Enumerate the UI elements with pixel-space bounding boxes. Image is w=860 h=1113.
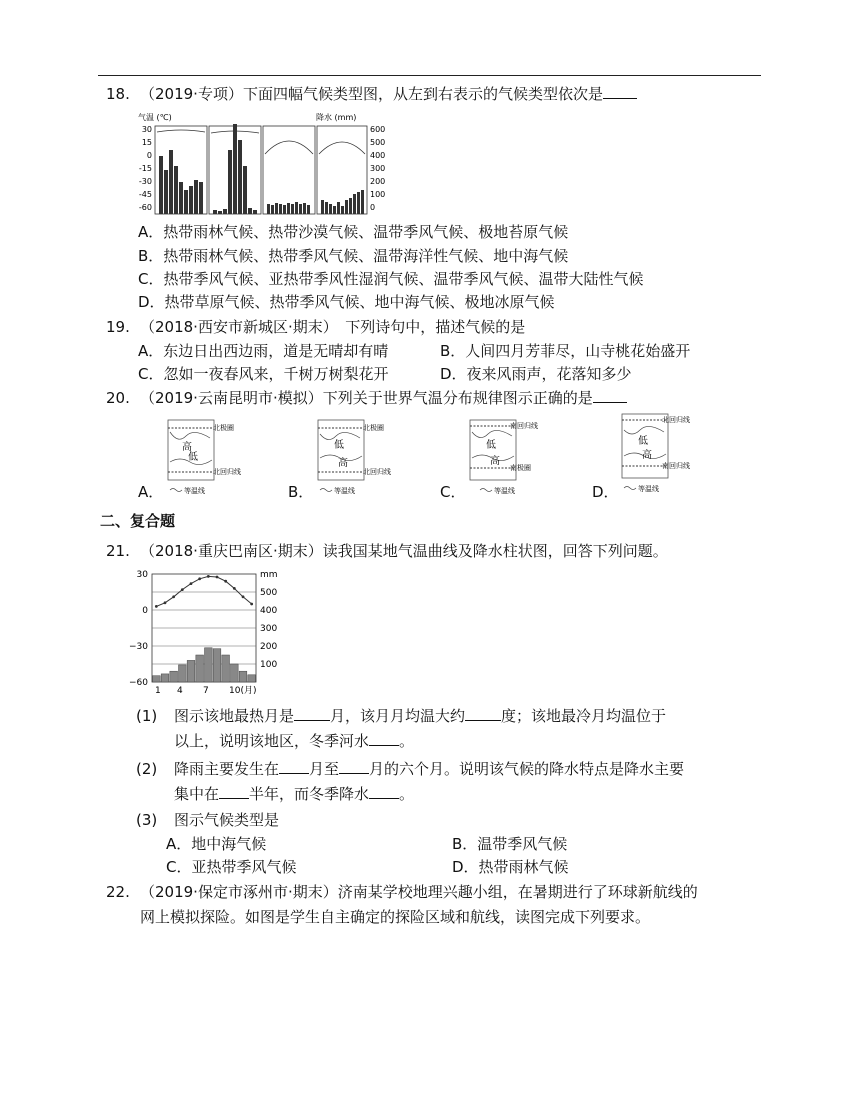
q18-number: 18. bbox=[106, 85, 130, 103]
temp-point bbox=[250, 603, 253, 606]
tick: 500 bbox=[260, 588, 278, 598]
temp-point bbox=[198, 577, 201, 580]
tick: 10(月) bbox=[229, 686, 257, 696]
q21-sub1-line1: 图示该地最热月是 月，该月月均温大约 度；该地最冷月均温位于 bbox=[174, 707, 667, 725]
label-bottom: 南回归线 bbox=[662, 462, 690, 470]
tick: 0 bbox=[142, 606, 148, 616]
tick: 300 bbox=[260, 624, 278, 634]
q18-temp-ticks bbox=[139, 125, 152, 212]
q18-option-d[interactable]: D．热带草原气候、热带季风气候、地中海气候、极地冰原气候 bbox=[138, 293, 555, 311]
label-top: 北极圈 bbox=[213, 424, 234, 432]
q18-panel-2 bbox=[209, 124, 261, 214]
precip-bar bbox=[213, 649, 221, 682]
q22-line2: 网上模拟探险。如图是学生自主确定的探险区域和航线，读图完成下列要求。 bbox=[140, 908, 651, 926]
q19-option-b[interactable]: B．人间四月芳菲尽，山寺桃花始盛开 bbox=[440, 342, 691, 360]
label-bottom: 北回归线 bbox=[213, 468, 241, 476]
q21-sub2-line2: 集中在 半年，而冬季降水 。 bbox=[174, 785, 415, 803]
label-bottom: 南极圈 bbox=[510, 464, 531, 472]
label-top: 南回归线 bbox=[510, 422, 538, 430]
label-upper: 低 bbox=[334, 440, 344, 451]
tick: -60 bbox=[138, 203, 152, 212]
precip-bar bbox=[187, 660, 195, 682]
tick: 200 bbox=[370, 177, 386, 186]
precip-bar bbox=[161, 674, 169, 682]
tick: -30 bbox=[138, 177, 152, 186]
temp-point bbox=[190, 582, 193, 585]
tick: 300 bbox=[370, 164, 386, 173]
tick: −60 bbox=[129, 678, 148, 688]
tick: −30 bbox=[129, 642, 148, 652]
q20-stem: （2019·云南昆明市·模拟）下列关于世界气温分布规律图示正确的是 bbox=[140, 388, 627, 408]
temp-point bbox=[181, 588, 184, 591]
q20-letter-a[interactable]: A． bbox=[138, 483, 164, 501]
temp-point bbox=[164, 601, 167, 604]
tick: 100 bbox=[370, 190, 386, 199]
precip-bar bbox=[153, 676, 161, 682]
q18-panel-3 bbox=[263, 126, 315, 214]
label-upper: 高 bbox=[182, 442, 192, 453]
tick: 4 bbox=[177, 686, 183, 696]
q21-stem: （2018·重庆巴南区·期末）读我国某地气温曲线及降水柱状图，回答下列问题。 bbox=[140, 542, 668, 560]
precip-bar bbox=[231, 664, 239, 682]
q19-stem: （2018·西安市新城区·期末） 下列诗句中，描述气候的是 bbox=[140, 318, 526, 336]
label-lower: 高 bbox=[490, 456, 500, 467]
legend: 等温线 bbox=[494, 487, 515, 495]
tick: 15 bbox=[141, 138, 152, 147]
tick: -45 bbox=[138, 190, 152, 199]
q18-stem: （2019·专项）下面四幅气候类型图，从左到右表示的气候类型依次是 bbox=[140, 84, 637, 104]
q18-panel-1 bbox=[155, 126, 207, 214]
q18-precip-ticks bbox=[370, 125, 385, 212]
legend: 等温线 bbox=[334, 487, 355, 495]
tick: 400 bbox=[370, 151, 386, 160]
q21-temp-ticks bbox=[129, 570, 148, 688]
q21-sub1-number: (1) bbox=[136, 707, 158, 725]
label-lower: 低 bbox=[188, 452, 198, 463]
label-lower: 高 bbox=[642, 450, 652, 461]
temp-point bbox=[155, 605, 158, 608]
q19-number: 19. bbox=[106, 318, 130, 336]
q20-letter-b[interactable]: B． bbox=[288, 483, 314, 501]
tick: 1 bbox=[155, 686, 161, 696]
q20-letter-d[interactable]: D． bbox=[592, 483, 619, 501]
temp-point bbox=[242, 595, 245, 598]
q19-option-d[interactable]: D．夜来风雨声，花落知多少 bbox=[440, 365, 632, 383]
temp-line bbox=[156, 576, 251, 606]
blank-6[interactable] bbox=[219, 784, 249, 799]
temp-point bbox=[224, 580, 227, 583]
label-upper: 低 bbox=[486, 440, 496, 451]
tick: 7 bbox=[203, 686, 209, 696]
q21-sub3-number: (3) bbox=[136, 811, 158, 829]
precip-bar bbox=[179, 665, 187, 682]
tick: 30 bbox=[141, 125, 152, 134]
blank-3[interactable] bbox=[369, 731, 399, 746]
q18-temp-axis-label: 气温 (℃) bbox=[138, 113, 172, 122]
q19-option-a[interactable]: A．东边日出西边雨，道是无晴却有晴 bbox=[138, 342, 389, 360]
blank-1[interactable] bbox=[294, 706, 330, 721]
q20-panel-b bbox=[316, 418, 391, 498]
blank-5[interactable] bbox=[339, 759, 369, 774]
q18-option-a[interactable]: A．热带雨林气候、热带沙漠气候、温带季风气候、极地苔原气候 bbox=[138, 223, 569, 241]
label-lower: 高 bbox=[338, 458, 348, 469]
precip-bar bbox=[205, 648, 213, 682]
q18-option-c[interactable]: C．热带季风气候、亚热带季风性湿润气候、温带季风气候、温带大陆性气候 bbox=[138, 270, 644, 288]
q21-climate-chart bbox=[120, 565, 290, 695]
q21-precip-ticks bbox=[260, 570, 278, 670]
q18-panel-4 bbox=[317, 126, 367, 214]
q21-option-d[interactable]: D．热带雨林气候 bbox=[452, 858, 569, 876]
q18-precip-axis-label: 降水 (mm) bbox=[316, 113, 357, 122]
q21-option-a[interactable]: A．地中海气候 bbox=[166, 835, 267, 853]
blank-4[interactable] bbox=[279, 759, 309, 774]
precip-bar bbox=[196, 655, 204, 682]
q20-panel-d bbox=[620, 412, 696, 496]
label-top: 北极圈 bbox=[363, 424, 384, 432]
tick: 600 bbox=[370, 125, 386, 134]
unit: mm bbox=[260, 570, 278, 580]
section-heading: 二、复合题 bbox=[100, 512, 176, 530]
q21-sub1-line2: 以上，说明该地区，冬季河水 。 bbox=[174, 732, 415, 750]
precip-bar bbox=[222, 655, 230, 682]
blank-2[interactable] bbox=[465, 706, 501, 721]
temp-point bbox=[233, 587, 236, 590]
temp-point bbox=[207, 575, 210, 578]
q21-option-b[interactable]: B．温带季风气候 bbox=[452, 835, 568, 853]
q22-line1: （2019·保定市涿州市·期末）济南某学校地理兴趣小组，在暑期进行了环球新航线的 bbox=[140, 883, 698, 901]
label-top: 北回归线 bbox=[662, 416, 690, 424]
tick: 30 bbox=[136, 570, 148, 580]
q18-climate-charts bbox=[138, 110, 388, 218]
q21-sub2-number: (2) bbox=[136, 760, 158, 778]
q22-number: 22. bbox=[106, 883, 130, 901]
q20-panel-c bbox=[468, 418, 542, 498]
q20-panel-a bbox=[166, 418, 241, 498]
q21-sub2-line1: 降雨主要发生在 月至 月的六个月。说明该气候的降水特点是降水主要 bbox=[174, 760, 685, 778]
temp-point bbox=[172, 595, 175, 598]
blank-7[interactable] bbox=[369, 784, 399, 799]
precip-bar bbox=[239, 671, 247, 682]
q21-sub3-stem: 图示气候类型是 bbox=[174, 811, 280, 829]
precip-bar bbox=[248, 675, 256, 682]
tick: 400 bbox=[260, 606, 278, 616]
q19-option-c[interactable]: C．忽如一夜春风来，千树万树梨花开 bbox=[138, 365, 389, 383]
tick: 0 bbox=[370, 203, 376, 212]
tick: 0 bbox=[146, 151, 152, 160]
label-upper: 低 bbox=[638, 436, 648, 447]
temp-point bbox=[216, 576, 219, 579]
q21-option-c[interactable]: C．亚热带季风气候 bbox=[166, 858, 297, 876]
q20-number: 20. bbox=[106, 389, 130, 407]
q18-option-b[interactable]: B．热带雨林气候、热带季风气候、温带海洋性气候、地中海气候 bbox=[138, 247, 569, 265]
tick: 200 bbox=[260, 642, 278, 652]
label-bottom: 北回归线 bbox=[363, 468, 391, 476]
tick: 100 bbox=[260, 660, 278, 670]
q20-letter-c[interactable]: C． bbox=[440, 483, 466, 501]
tick: -15 bbox=[138, 164, 152, 173]
tick: 500 bbox=[370, 138, 386, 147]
precip-bar bbox=[170, 671, 178, 682]
legend: 等温线 bbox=[638, 485, 659, 493]
legend: 等温线 bbox=[184, 487, 205, 495]
q21-x-ticks bbox=[155, 685, 256, 696]
q21-number: 21. bbox=[106, 542, 130, 560]
header-rule bbox=[98, 75, 761, 76]
